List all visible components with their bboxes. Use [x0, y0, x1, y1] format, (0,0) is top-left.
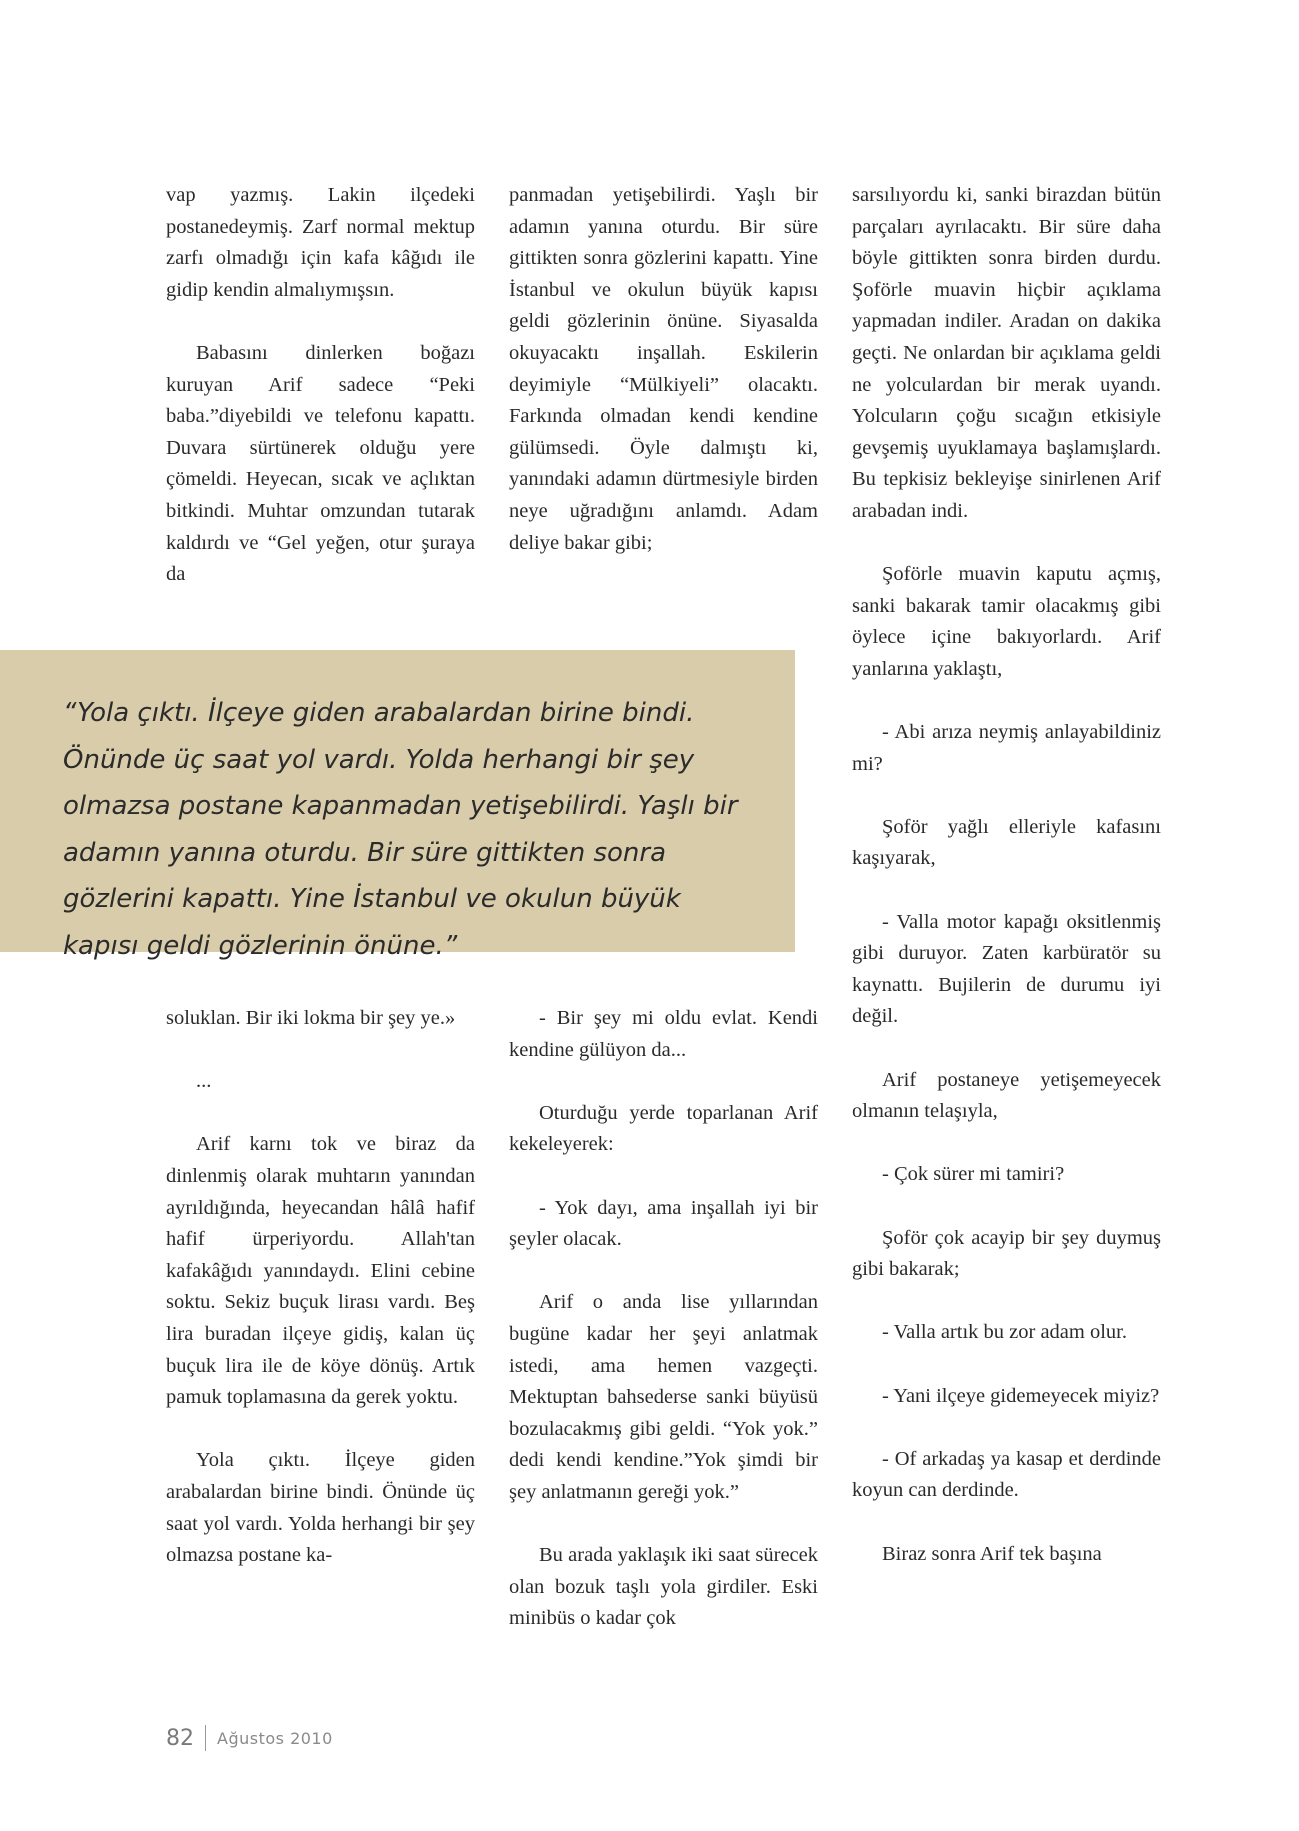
page-number: 82 [166, 1725, 194, 1751]
article-column-1-top [166, 180, 475, 591]
page-footer [166, 1723, 333, 1753]
paragraph: Şoför çok acayip bir şey duymuş gibi bakarak; [852, 1226, 1161, 1281]
paragraph: - Valla motor kapağı oksitlenmiş gibi duruyor. Zaten karbüratör su kaynattı. Bujilerin de durumu iyi değil. [852, 910, 1161, 1028]
footer-divider [205, 1725, 206, 1751]
paragraph: - Bir şey mi oldu evlat. Kendi kendine gülüyon da... [509, 1007, 818, 1061]
paragraph: Babasını dinlerken boğazı kuruyan Arif sadece “Peki baba.”diyebildi ve telefonu kapattı. Duvara sürtünerek olduğu yere çömeldi. Heyecan, sıcak ve açlıktan bitkindi. Muhtar omzundan tutarak kaldırdı ve “Gel yeğen, otur şuraya da [166, 341, 475, 586]
paragraph: - Of arkadaş ya kasap et derdinde koyun can derdinde. [852, 1447, 1161, 1502]
paragraph: ... [196, 1070, 212, 1093]
paragraph: Arif o anda lise yıllarından bugüne kadar her şeyi anlatmak istedi, ama hemen vazgeçti. Mektuptan bahsederse sanki büyüsü bozulacakmış gibi geldi. “Yok yok.” dedi kendi kendine.”Yok şimdi bir şey anlatmanın gereği yok.” [509, 1291, 818, 1503]
article-column-3 [852, 180, 1161, 1570]
paragraph: Arif postaneye yetişemeyecek olmanın telaşıyla, [852, 1068, 1161, 1123]
article-column-2-top [509, 180, 818, 559]
paragraph: Şoförle muavin kaputu açmış, sanki bakarak tamir olacakmış gibi öylece içine bakıyorlardı. Arif yanlarına yaklaştı, [852, 563, 1161, 680]
paragraph: Oturduğu yerde toparlanan Arif kekeleyerek: [509, 1101, 818, 1156]
article-column-1-bottom [166, 1003, 475, 1572]
article-column-2-bottom [509, 1003, 818, 1635]
paragraph: - Valla artık bu zor adam olur. [882, 1321, 1127, 1344]
paragraph: Biraz sonra Arif tek başına [882, 1542, 1102, 1565]
paragraph: - Yani ilçeye gidemeyecek miyiz? [882, 1384, 1160, 1407]
issue-date: Ağustos 2010 [217, 1728, 333, 1748]
paragraph: - Çok sürer mi tamiri? [882, 1163, 1065, 1186]
paragraph: sarsılıyordu ki, sanki birazdan bütün parçaları ayrılacaktı. Bir süre daha böyle gittikten sonra birden durdu. Şoförle muavin hiçbir açıklama yapmadan indiler. Aradan on dakika geçti. Ne onlardan bir açıklama geldi ne yolculardan bir merak uyandı. Yolcuların çoğu sıcağın etkisiyle gevşemiş uyuklamaya başlamışlardı. Bu tepkisiz bekleyişe sinirlenen Arif arabadan indi. [852, 184, 1161, 522]
paragraph: Şoför yağlı elleriyle kafasını kaşıyarak, [852, 815, 1161, 870]
pull-quote-box [0, 650, 795, 961]
pull-quote: “Yola çıktı. İlçeye giden arabalardan birine bindi. Önünde üç saat yol vardı. Yolda herhangi bir şey olmazsa postane kapanmadan yetişebilirdi. Yaşlı bir adamın yanına oturdu. Bir süre gittikten sonra gözlerini kapattı. Yine İstanbul ve okulun büyük kapısı geldi gözlerinin önüne.” [63, 698, 738, 961]
paragraph: - Abi arıza neymiş anlayabildiniz mi? [852, 721, 1161, 775]
paragraph: - Yok dayı, ama inşallah iyi bir şeyler olacak. [509, 1196, 818, 1251]
paragraph: vap yazmış. Lakin ilçedeki postanedeymiş. Zarf normal mektup zarfı olmadığı için kafa kâğıdı ile gidip kendin almalıymışsın. [166, 184, 475, 301]
paragraph: Bu arada yaklaşık iki saat sürecek olan bozuk taşlı yola girdiler. Eski minibüs o kadar çok [509, 1544, 818, 1630]
paragraph: panmadan yetişebilirdi. Yaşlı bir adamın yanına oturdu. Bir süre gittikten sonra gözlerini kapattı. Yine İstanbul ve okulun büyük kapısı geldi gözlerinin önüne. Siyasalda okuyacaktı inşallah. Eskilerin deyimiyle “Mülkiyeli” olacaktı. Farkında olmadan kendi kendine gülümsedi. Öyle dalmıştı ki, yanındaki adamın dürtmesiyle birden neye uğradığını anlamdı. Adam deliye bakar gibi; [509, 184, 818, 554]
paragraph: Arif karnı tok ve biraz da dinlenmiş olarak muhtarın yanından ayrıldığında, heyecandan hâlâ hafif hafif ürperiyordu. Allah'tan kafakâğıdı yanındaydı. Elini cebine soktu. Sekiz buçuk lirası vardı. Beş lira buradan ilçeye gidiş, kalan üç buçuk lira ile de köye dönüş. Artık pamuk toplamasına da gerek yoktu. [166, 1133, 475, 1409]
paragraph: soluklan. Bir iki lokma bir şey ye.» [166, 1007, 456, 1029]
paragraph: Yola çıktı. İlçeye giden arabalardan birine bindi. Önünde üç saat yol vardı. Yolda herhangi bir şey olmazsa postane ka- [166, 1449, 475, 1567]
